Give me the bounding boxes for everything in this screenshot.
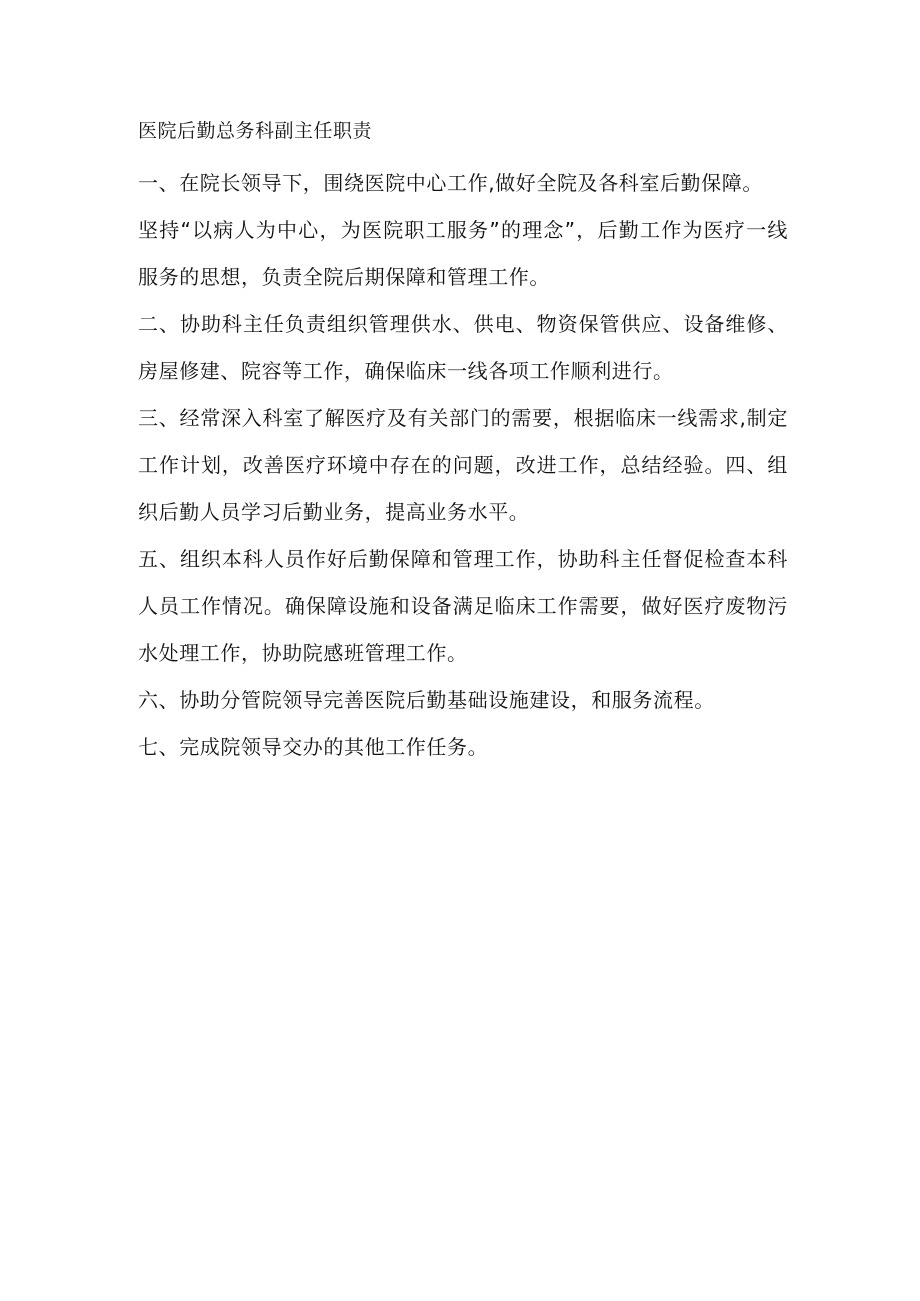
paragraph-duty-5: 五、组织本科人员作好后勤保障和管理工作，协助科主任督促检查本科人员工作情况。确保障设施和设备满足临床工作需要，做好医疗废物污水处理工作，协助院感班管理工作。 bbox=[138, 547, 788, 665]
paragraph-duty-1: 一、在院长领导下，围绕医院中心工作,做好全院及各科室后勤保障。 bbox=[138, 171, 763, 195]
paragraph-duty-2: 二、协助科主任负责组织管理供水、供电、物资保管供应、设备维修、房屋修建、院容等工作，确保临床一线各项工作顺利进行。 bbox=[138, 312, 788, 383]
paragraph-duty-7: 七、完成院领导交办的其他工作任务。 bbox=[138, 735, 489, 759]
paragraph-duty-6: 六、协助分管院领导完善医院后勤基础设施建设，和服务流程。 bbox=[138, 688, 715, 712]
paragraph-duty-3-4: 三、经常深入科室了解医疗及有关部门的需要，根据临床一线需求,制定工作计划，改善医疗环境中存在的问题，改进工作，总结经验。四、组织后勤人员学习后勤业务，提高业务水平。 bbox=[138, 406, 788, 524]
paragraph-service-principle: 坚持“以病人为中心，为医院职工服务”的理念”，后勤工作为医疗一线服务的思想，负责全院后期保障和管理工作。 bbox=[138, 218, 788, 289]
document-body bbox=[138, 112, 788, 771]
document-title: 医院后勤总务科副主任职责 bbox=[138, 120, 373, 142]
